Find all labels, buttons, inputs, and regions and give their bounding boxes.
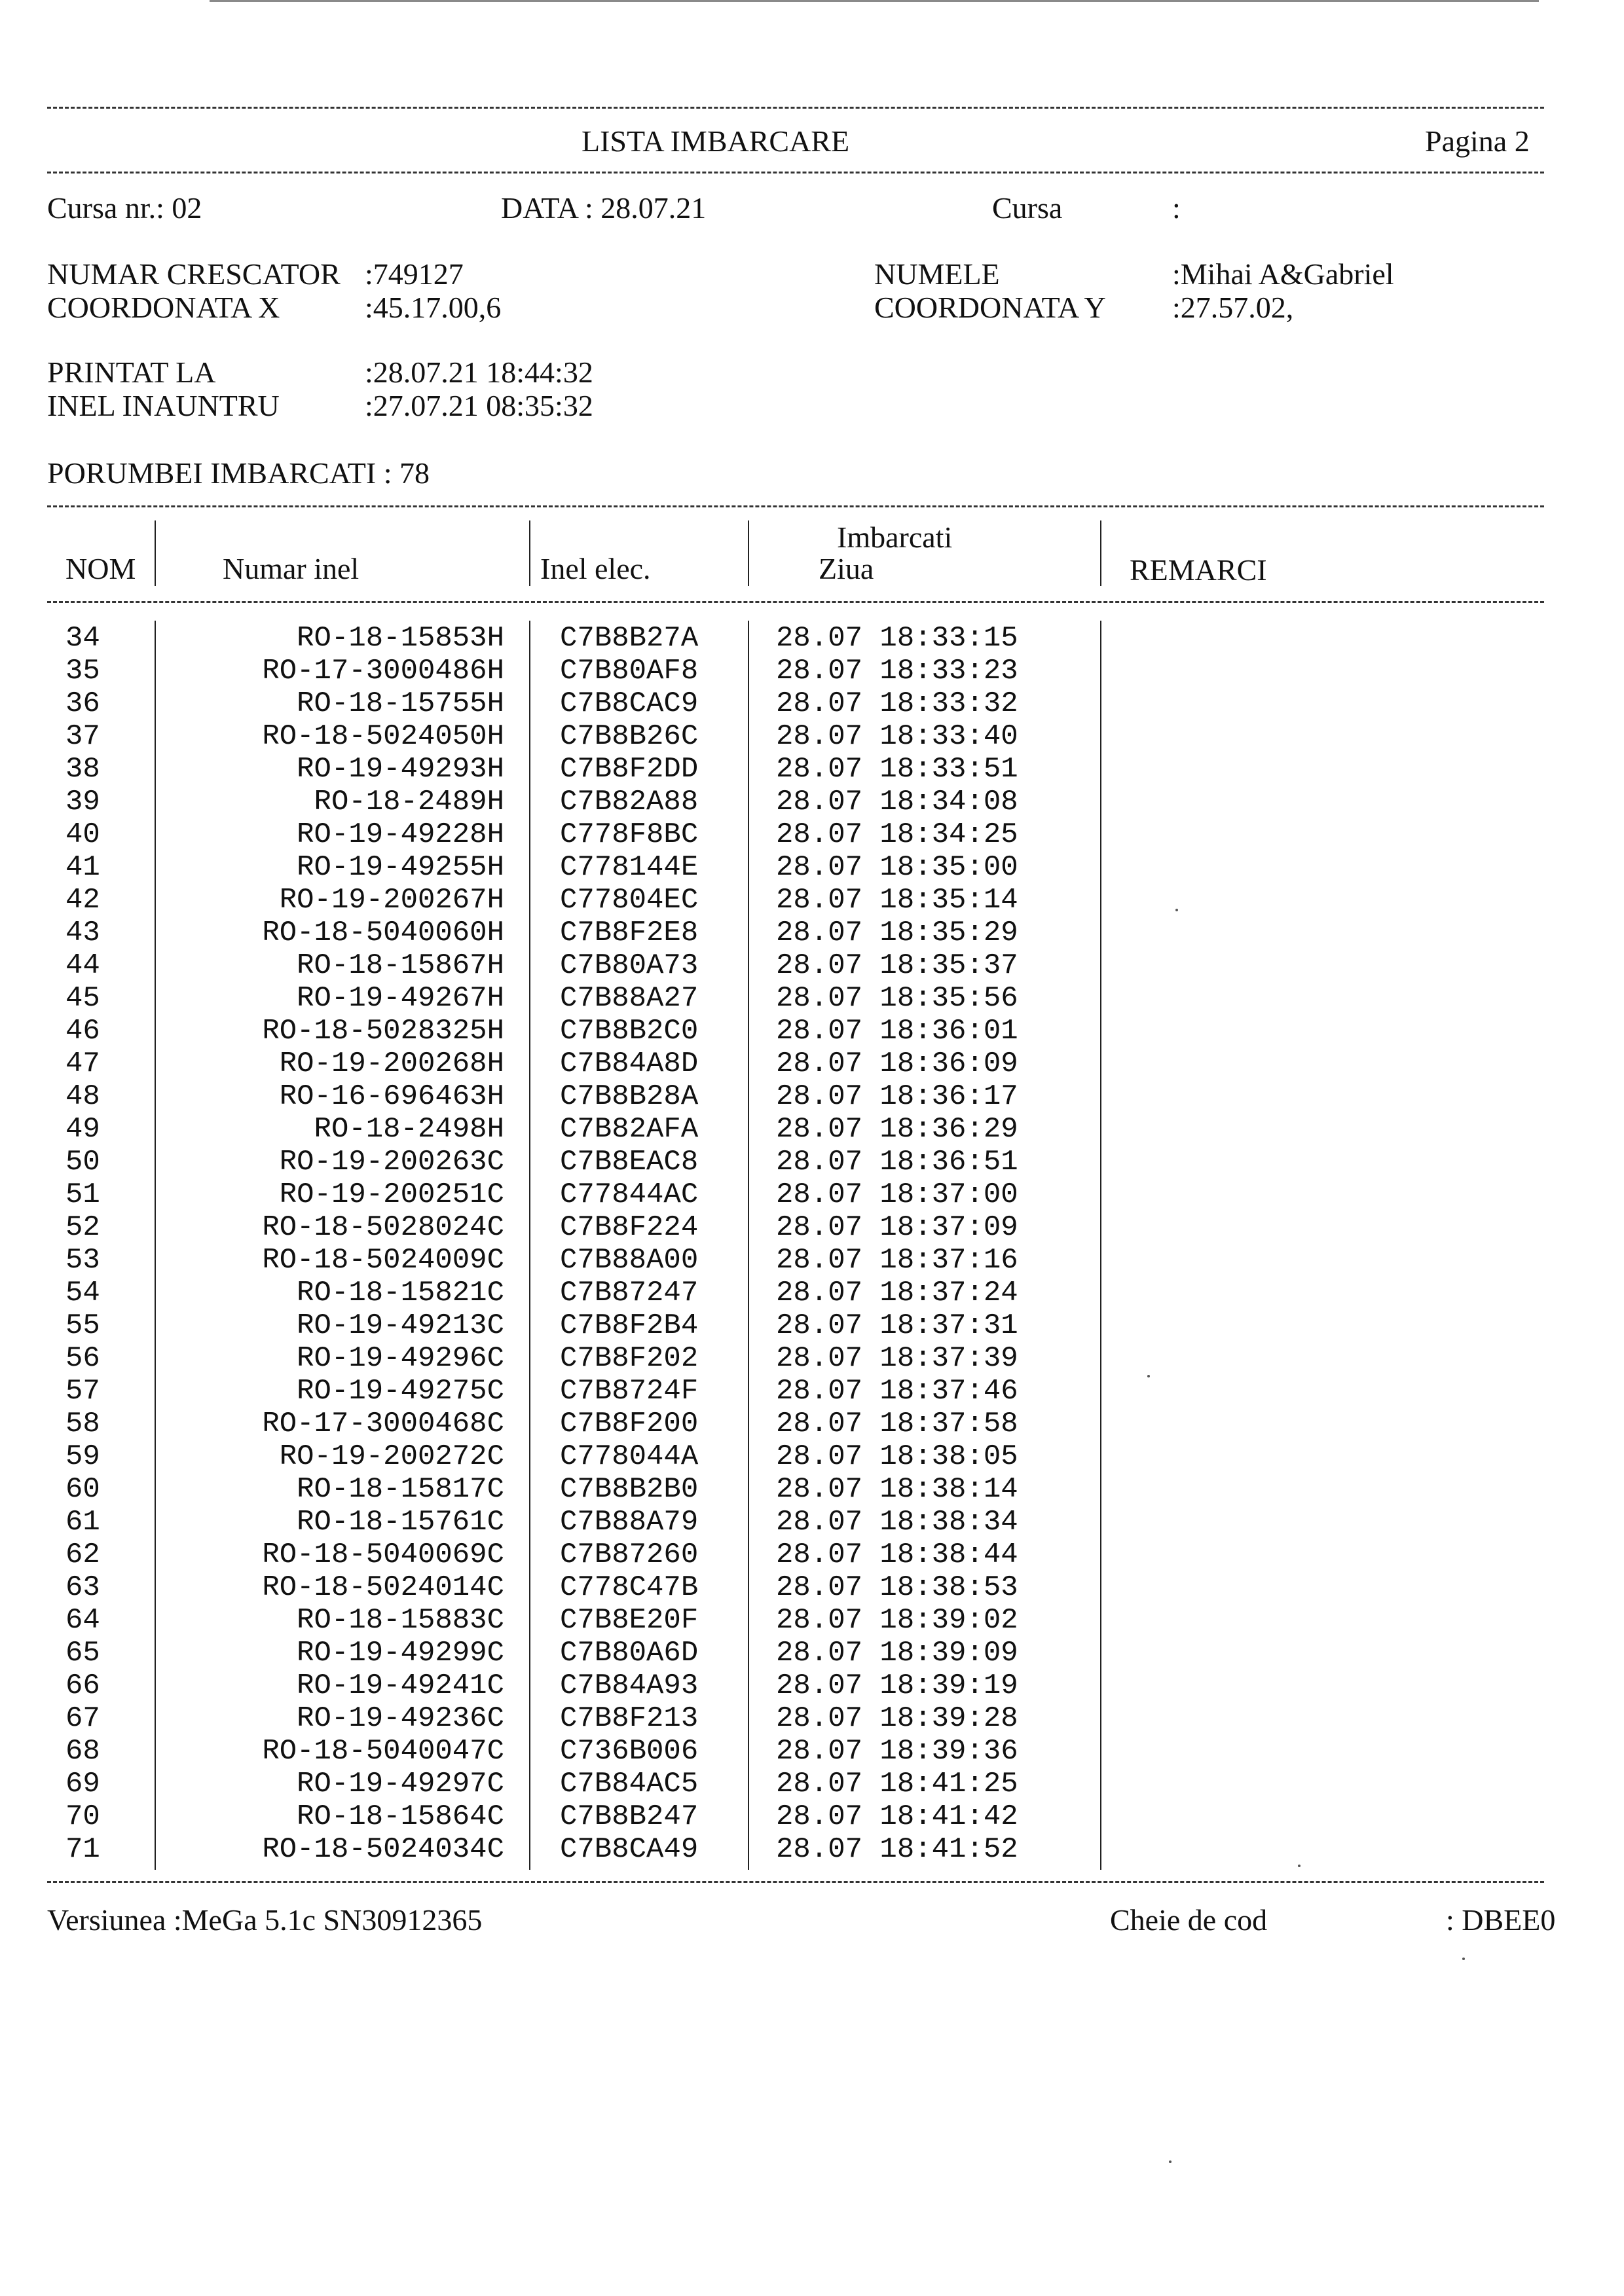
basketing-time: 28.07 18:39:28	[776, 1702, 1018, 1735]
basketing-time: 28.07 18:33:40	[776, 720, 1018, 753]
table-row	[0, 622, 1624, 655]
electronic-ring: C7B8F202	[560, 1342, 699, 1375]
row-number: 61	[65, 1506, 100, 1539]
electronic-ring: C77804EC	[560, 884, 699, 917]
electronic-ring: C7B82A88	[560, 786, 699, 818]
basketing-time: 28.07 18:38:44	[776, 1539, 1018, 1571]
row-number: 50	[65, 1146, 100, 1178]
electronic-ring: C7B88A00	[560, 1244, 699, 1277]
electronic-ring: C7B80A73	[560, 949, 699, 982]
ring-number: RO-19-200268H	[279, 1048, 504, 1080]
ring-number: RO-16-696463H	[279, 1080, 504, 1113]
basketing-time: 28.07 18:37:00	[776, 1178, 1018, 1211]
scan-speck	[1462, 1958, 1465, 1960]
scan-edge-line	[210, 0, 1539, 2]
table-row	[0, 1211, 1624, 1244]
ring-number: RO-18-15867H	[297, 949, 504, 982]
ring-number: RO-18-2489H	[314, 786, 504, 818]
basketed-count: PORUMBEI IMBARCATI : 78	[47, 456, 430, 490]
table-row	[0, 851, 1624, 884]
row-number: 71	[65, 1833, 100, 1866]
basketing-time: 28.07 18:33:15	[776, 622, 1018, 655]
column-header-nom: NOM	[65, 552, 136, 585]
electronic-ring: C7B8F224	[560, 1211, 699, 1244]
coord-x-label: COORDONATA X	[47, 291, 280, 324]
code-key-label: Cheie de cod	[1110, 1903, 1268, 1937]
table-row	[0, 1473, 1624, 1506]
table-row	[0, 753, 1624, 786]
electronic-ring: C7B8B26C	[560, 720, 699, 753]
scan-speck	[1298, 1865, 1301, 1867]
basketing-time: 28.07 18:37:09	[776, 1211, 1018, 1244]
row-number: 52	[65, 1211, 100, 1244]
printed-at-label: PRINTAT LA	[47, 355, 216, 389]
ring-number: RO-19-49296C	[297, 1342, 504, 1375]
row-number: 49	[65, 1113, 100, 1146]
row-number: 39	[65, 786, 100, 818]
basketing-time: 28.07 18:38:14	[776, 1473, 1018, 1506]
ring-number: RO-19-49293H	[297, 753, 504, 786]
row-number: 43	[65, 917, 100, 949]
electronic-ring: C77844AC	[560, 1178, 699, 1211]
table-row	[0, 1637, 1624, 1669]
basketing-time: 28.07 18:34:08	[776, 786, 1018, 818]
basketing-time: 28.07 18:39:09	[776, 1637, 1018, 1669]
electronic-ring: C7B88A79	[560, 1506, 699, 1539]
table-row	[0, 720, 1624, 753]
code-key-value: : DBEE0	[1446, 1903, 1556, 1937]
basketing-time: 28.07 18:39:02	[776, 1604, 1018, 1637]
column-header-ring: Numar inel	[223, 552, 360, 585]
basketing-time: 28.07 18:38:34	[776, 1506, 1018, 1539]
basketing-time: 28.07 18:38:53	[776, 1571, 1018, 1604]
table-row	[0, 917, 1624, 949]
row-number: 64	[65, 1604, 100, 1637]
software-version: Versiunea :MeGa 5.1c SN30912365	[47, 1903, 483, 1937]
ring-number: RO-19-200267H	[279, 884, 504, 917]
electronic-ring: C7B8F200	[560, 1408, 699, 1440]
basketing-time: 28.07 18:36:17	[776, 1080, 1018, 1113]
electronic-ring: C7B8B247	[560, 1800, 699, 1833]
ring-number: RO-19-49275C	[297, 1375, 504, 1408]
coord-y-label: COORDONATA Y	[874, 291, 1106, 324]
divider-top	[47, 107, 1544, 109]
electronic-ring: C736B006	[560, 1735, 699, 1768]
electronic-ring: C7B84A8D	[560, 1048, 699, 1080]
ring-inside-value: :27.07.21 08:35:32	[365, 389, 593, 422]
table-row	[0, 687, 1624, 720]
ring-number: RO-18-15817C	[297, 1473, 504, 1506]
basketing-time: 28.07 18:33:32	[776, 687, 1018, 720]
basketing-time: 28.07 18:35:37	[776, 949, 1018, 982]
race-number: Cursa nr.: 02	[47, 191, 202, 225]
ring-number: RO-18-15864C	[297, 1800, 504, 1833]
basketing-time: 28.07 18:35:14	[776, 884, 1018, 917]
electronic-ring: C7B8EAC8	[560, 1146, 699, 1178]
race-cursa-label: Cursa	[992, 191, 1063, 225]
basketing-time: 28.07 18:37:46	[776, 1375, 1018, 1408]
scan-speck	[1169, 2160, 1172, 2163]
divider-table-top	[47, 505, 1544, 507]
ring-number: RO-18-5040047C	[262, 1735, 504, 1768]
basketing-time: 28.07 18:35:00	[776, 851, 1018, 884]
basketing-time: 28.07 18:36:01	[776, 1015, 1018, 1048]
table-row	[0, 1604, 1624, 1637]
ring-number: RO-18-15853H	[297, 622, 504, 655]
electronic-ring: C7B87247	[560, 1277, 699, 1309]
breeder-name-value: :Mihai A&Gabriel	[1172, 257, 1394, 291]
column-header-time-bottom: Ziua	[819, 552, 874, 585]
table-row	[0, 1342, 1624, 1375]
row-number: 69	[65, 1768, 100, 1800]
table-row	[0, 786, 1624, 818]
electronic-ring: C7B8CA49	[560, 1833, 699, 1866]
table-row	[0, 1113, 1624, 1146]
table-body	[0, 622, 1624, 1866]
table-row	[0, 655, 1624, 687]
row-number: 45	[65, 982, 100, 1015]
row-number: 46	[65, 1015, 100, 1048]
electronic-ring: C7B8B28A	[560, 1080, 699, 1113]
electronic-ring: C7B80AF8	[560, 655, 699, 687]
ring-number: RO-18-15821C	[297, 1277, 504, 1309]
table-row	[0, 982, 1624, 1015]
basketing-time: 28.07 18:36:29	[776, 1113, 1018, 1146]
basketing-time: 28.07 18:36:51	[776, 1146, 1018, 1178]
table-row	[0, 1277, 1624, 1309]
basketing-time: 28.07 18:35:29	[776, 917, 1018, 949]
table-row	[0, 1571, 1624, 1604]
column-separator	[529, 520, 530, 586]
ring-number: RO-18-5028024C	[262, 1211, 504, 1244]
ring-number: RO-19-49228H	[297, 818, 504, 851]
table-row	[0, 884, 1624, 917]
table-row	[0, 1375, 1624, 1408]
electronic-ring: C7B8724F	[560, 1375, 699, 1408]
ring-number: RO-18-5028325H	[262, 1015, 504, 1048]
column-header-elec: Inel elec.	[540, 552, 651, 585]
ring-number: RO-18-5040069C	[262, 1539, 504, 1571]
table-row	[0, 1440, 1624, 1473]
divider-table-header	[47, 601, 1544, 603]
electronic-ring: C7B8B2B0	[560, 1473, 699, 1506]
document-title: LISTA IMBARCARE	[581, 124, 850, 158]
table-row	[0, 1735, 1624, 1768]
basketing-time: 28.07 18:39:19	[776, 1669, 1018, 1702]
electronic-ring: C7B8F2DD	[560, 753, 699, 786]
ring-number: RO-19-49241C	[297, 1669, 504, 1702]
page-number: Pagina 2	[1425, 124, 1530, 158]
table-row	[0, 949, 1624, 982]
printed-at-value: :28.07.21 18:44:32	[365, 355, 593, 389]
table-row	[0, 1146, 1624, 1178]
row-number: 66	[65, 1669, 100, 1702]
ring-number: RO-17-3000468C	[262, 1408, 504, 1440]
row-number: 41	[65, 851, 100, 884]
table-row	[0, 1833, 1624, 1866]
ring-number: RO-18-5040060H	[262, 917, 504, 949]
ring-number: RO-18-15883C	[297, 1604, 504, 1637]
ring-inside-label: INEL INAUNTRU	[47, 389, 280, 422]
column-header-remarks: REMARCI	[1130, 553, 1267, 587]
ring-number: RO-19-200263C	[279, 1146, 504, 1178]
electronic-ring: C7B80A6D	[560, 1637, 699, 1669]
row-number: 42	[65, 884, 100, 917]
electronic-ring: C778144E	[560, 851, 699, 884]
table-row	[0, 1244, 1624, 1277]
electronic-ring: C7B8F213	[560, 1702, 699, 1735]
row-number: 37	[65, 720, 100, 753]
breeder-number-label: NUMAR CRESCATOR	[47, 257, 341, 291]
table-row	[0, 1309, 1624, 1342]
basketing-time: 28.07 18:33:51	[776, 753, 1018, 786]
ring-number: RO-19-49297C	[297, 1768, 504, 1800]
electronic-ring: C7B8B2C0	[560, 1015, 699, 1048]
row-number: 35	[65, 655, 100, 687]
electronic-ring: C778C47B	[560, 1571, 699, 1604]
row-number: 59	[65, 1440, 100, 1473]
scan-speck	[1147, 1375, 1150, 1377]
table-row	[0, 1178, 1624, 1211]
electronic-ring: C778F8BC	[560, 818, 699, 851]
ring-number: RO-19-49267H	[297, 982, 504, 1015]
electronic-ring: C7B82AFA	[560, 1113, 699, 1146]
table-row	[0, 1800, 1624, 1833]
ring-number: RO-18-5024014C	[262, 1571, 504, 1604]
row-number: 44	[65, 949, 100, 982]
electronic-ring: C7B87260	[560, 1539, 699, 1571]
electronic-ring: C7B8F2B4	[560, 1309, 699, 1342]
ring-number: RO-18-15755H	[297, 687, 504, 720]
electronic-ring: C7B8E20F	[560, 1604, 699, 1637]
basketing-time: 28.07 18:33:23	[776, 655, 1018, 687]
row-number: 51	[65, 1178, 100, 1211]
table-row	[0, 1048, 1624, 1080]
electronic-ring: C7B84AC5	[560, 1768, 699, 1800]
scan-speck	[1175, 909, 1178, 911]
table-row	[0, 1506, 1624, 1539]
basketing-time: 28.07 18:37:39	[776, 1342, 1018, 1375]
table-row	[0, 818, 1624, 851]
row-number: 58	[65, 1408, 100, 1440]
breeder-number-value: :749127	[365, 257, 464, 291]
ring-number: RO-19-49255H	[297, 851, 504, 884]
electronic-ring: C7B8B27A	[560, 622, 699, 655]
coord-y-value: :27.57.02,	[1172, 291, 1294, 324]
ring-number: RO-18-5024034C	[262, 1833, 504, 1866]
row-number: 57	[65, 1375, 100, 1408]
ring-number: RO-18-5024050H	[262, 720, 504, 753]
race-cursa-value: :	[1172, 191, 1181, 225]
ring-number: RO-18-15761C	[297, 1506, 504, 1539]
electronic-ring: C7B8F2E8	[560, 917, 699, 949]
row-number: 47	[65, 1048, 100, 1080]
race-date: DATA : 28.07.21	[501, 191, 707, 225]
basketing-time: 28.07 18:38:05	[776, 1440, 1018, 1473]
table-row	[0, 1768, 1624, 1800]
divider-title	[47, 172, 1544, 173]
basketing-time: 28.07 18:36:09	[776, 1048, 1018, 1080]
table-row	[0, 1408, 1624, 1440]
ring-number: RO-19-49213C	[297, 1309, 504, 1342]
row-number: 36	[65, 687, 100, 720]
basketing-time: 28.07 18:41:25	[776, 1768, 1018, 1800]
row-number: 63	[65, 1571, 100, 1604]
row-number: 55	[65, 1309, 100, 1342]
column-separator	[155, 520, 156, 586]
row-number: 48	[65, 1080, 100, 1113]
breeder-name-label: NUMELE	[874, 257, 1000, 291]
row-number: 70	[65, 1800, 100, 1833]
basketing-time: 28.07 18:41:42	[776, 1800, 1018, 1833]
column-separator	[1100, 520, 1101, 586]
row-number: 40	[65, 818, 100, 851]
basketing-time: 28.07 18:35:56	[776, 982, 1018, 1015]
row-number: 67	[65, 1702, 100, 1735]
basketing-time: 28.07 18:41:52	[776, 1833, 1018, 1866]
row-number: 34	[65, 622, 100, 655]
electronic-ring: C7B8CAC9	[560, 687, 699, 720]
electronic-ring: C778044A	[560, 1440, 699, 1473]
row-number: 62	[65, 1539, 100, 1571]
basketing-time: 28.07 18:37:58	[776, 1408, 1018, 1440]
ring-number: RO-19-200272C	[279, 1440, 504, 1473]
ring-number: RO-18-5024009C	[262, 1244, 504, 1277]
ring-number: RO-19-49299C	[297, 1637, 504, 1669]
basketing-time: 28.07 18:39:36	[776, 1735, 1018, 1768]
row-number: 54	[65, 1277, 100, 1309]
basketing-time: 28.07 18:37:24	[776, 1277, 1018, 1309]
table-row	[0, 1080, 1624, 1113]
table-row	[0, 1539, 1624, 1571]
ring-number: RO-18-2498H	[314, 1113, 504, 1146]
ring-number: RO-19-200251C	[279, 1178, 504, 1211]
column-header-time-top: Imbarcati	[837, 520, 953, 554]
electronic-ring: C7B84A93	[560, 1669, 699, 1702]
basketing-time: 28.07 18:34:25	[776, 818, 1018, 851]
row-number: 68	[65, 1735, 100, 1768]
table-row	[0, 1702, 1624, 1735]
row-number: 60	[65, 1473, 100, 1506]
basketing-time: 28.07 18:37:16	[776, 1244, 1018, 1277]
row-number: 56	[65, 1342, 100, 1375]
ring-number: RO-19-49236C	[297, 1702, 504, 1735]
row-number: 38	[65, 753, 100, 786]
row-number: 65	[65, 1637, 100, 1669]
table-row	[0, 1669, 1624, 1702]
ring-number: RO-17-3000486H	[262, 655, 504, 687]
coord-x-value: :45.17.00,6	[365, 291, 502, 324]
row-number: 53	[65, 1244, 100, 1277]
electronic-ring: C7B88A27	[560, 982, 699, 1015]
divider-table-bottom	[47, 1881, 1544, 1883]
basketing-time: 28.07 18:37:31	[776, 1309, 1018, 1342]
column-separator	[748, 520, 749, 586]
table-row	[0, 1015, 1624, 1048]
